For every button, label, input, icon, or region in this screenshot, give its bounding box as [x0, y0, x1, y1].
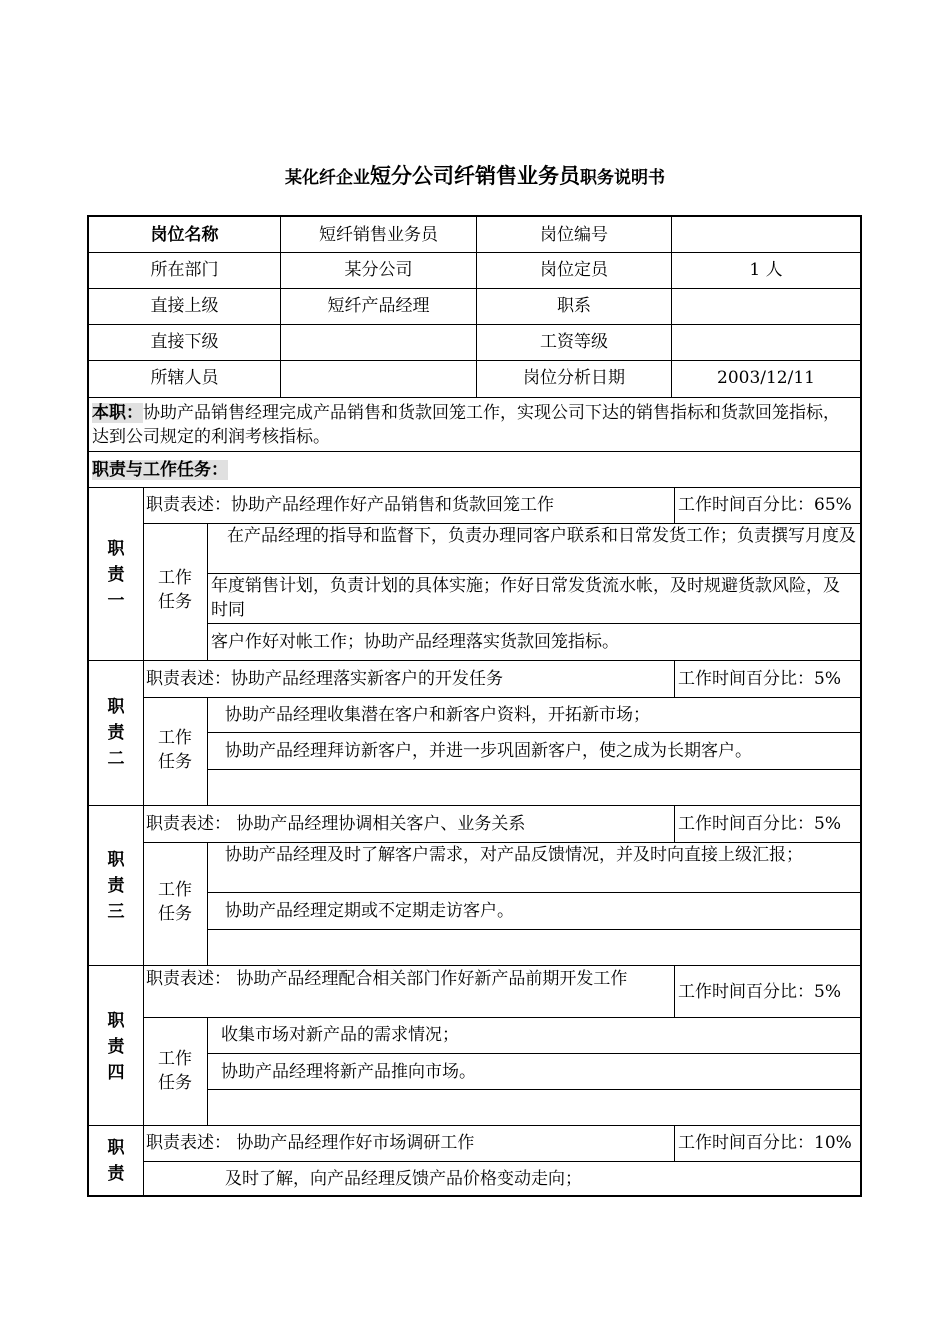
duty-1-task-label: 工作任务 [158, 568, 192, 612]
duty-3-task-label: 工作任务 [158, 880, 192, 924]
document-title [0, 160, 950, 190]
superior-label: 直接上级 [150, 296, 219, 316]
duty-2-task-label: 工作任务 [158, 728, 192, 772]
duty-3-label: 职 责 三 [107, 850, 125, 922]
quota-label: 岗位定员 [540, 260, 608, 280]
duty-4-task-label: 工作任务 [158, 1049, 192, 1093]
post-code-label: 岗位编号 [540, 225, 608, 245]
duty-1-task-2: 年度销售计划，负责计划的具体实施；作好日常发货流水帐，及时规避货款风险，及时同 [211, 576, 840, 620]
duty-5-task-1: 及时了解，向产品经理反馈产品价格变动走向； [225, 1169, 582, 1189]
duty-1-percent: 工作时间百分比：65% [678, 495, 852, 515]
duty-4-task-2: 协助产品经理将新产品推向市场。 [221, 1062, 476, 1082]
job-description-table [87, 215, 862, 1197]
superior-value: 短纤产品经理 [327, 296, 430, 316]
title-suffix: 职务说明书 [580, 168, 665, 188]
duty-2-percent: 工作时间百分比：5% [678, 669, 841, 689]
post-name-value: 短纤销售业务员 [319, 225, 438, 245]
subordinate-label: 直接下级 [150, 332, 219, 352]
duty-3-task-1: 协助产品经理及时了解客户需求，对产品反馈情况，并及时向直接上级汇报； [225, 845, 803, 865]
duty-summary-label: 本职： [92, 403, 143, 423]
duty-3-desc: 职责表述： 协助产品经理协调相关客户、业务关系 [146, 814, 526, 834]
title-main: 短分公司纤销售业务员 [370, 164, 580, 188]
quota-value: 1 人 [749, 260, 783, 280]
analysis-date-label: 岗位分析日期 [523, 368, 625, 388]
duty-2-task-1: 协助产品经理收集潜在客户和新客户资料，开拓新市场； [225, 705, 650, 725]
duty-1-desc: 职责表述：协助产品经理作好产品销售和货款回笼工作 [146, 495, 554, 515]
duty-5-label: 职 责 [107, 1138, 125, 1184]
dept-value: 某分公司 [344, 260, 413, 280]
dept-label: 所在部门 [150, 260, 219, 280]
duty-4-task-1: 收集市场对新产品的需求情况； [221, 1025, 459, 1045]
post-name-label: 岗位名称 [150, 225, 219, 245]
duty-1-task-3: 客户作好对帐工作；协助产品经理落实货款回笼指标。 [211, 632, 619, 652]
title-prefix: 某化纤企业 [285, 168, 370, 188]
duty-5-desc: 职责表述： 协助产品经理作好市场调研工作 [146, 1133, 475, 1153]
duty-1-task-1: 在产品经理的指导和监督下，负责办理同客户联系和日常发货工作；负责撰写月度及 [227, 526, 856, 546]
staff-label: 所辖人员 [150, 368, 219, 388]
duty-2-label: 职 责 二 [107, 697, 125, 769]
duty-1-label: 职 责 一 [107, 539, 125, 611]
duty-2-task-2: 协助产品经理拜访新客户，并进一步巩固新客户，使之成为长期客户。 [225, 741, 752, 761]
duty-summary [92, 401, 856, 449]
duty-4-percent: 工作时间百分比：5% [678, 982, 841, 1002]
duty-2-desc: 职责表述：协助产品经理落实新客户的开发任务 [146, 669, 503, 689]
duty-5-percent: 工作时间百分比：10% [678, 1133, 852, 1153]
duty-3-task-2: 协助产品经理定期或不定期走访客户。 [225, 901, 514, 921]
analysis-date-value: 2003/12/11 [717, 368, 815, 388]
duty-4-label: 职 责 四 [107, 1011, 125, 1083]
series-label: 职系 [557, 296, 591, 316]
duty-3-percent: 工作时间百分比：5% [678, 814, 841, 834]
duty-summary-text: 协助产品销售经理完成产品销售和货款回笼工作，实现公司下达的销售指标和货款回笼指标，达到公司规定的利润考核指标。 [92, 403, 840, 447]
duties-heading: 职责与工作任务： [92, 460, 228, 480]
salary-label: 工资等级 [540, 332, 608, 352]
duty-4-desc: 职责表述： 协助产品经理配合相关部门作好新产品前期开发工作 [146, 969, 628, 989]
